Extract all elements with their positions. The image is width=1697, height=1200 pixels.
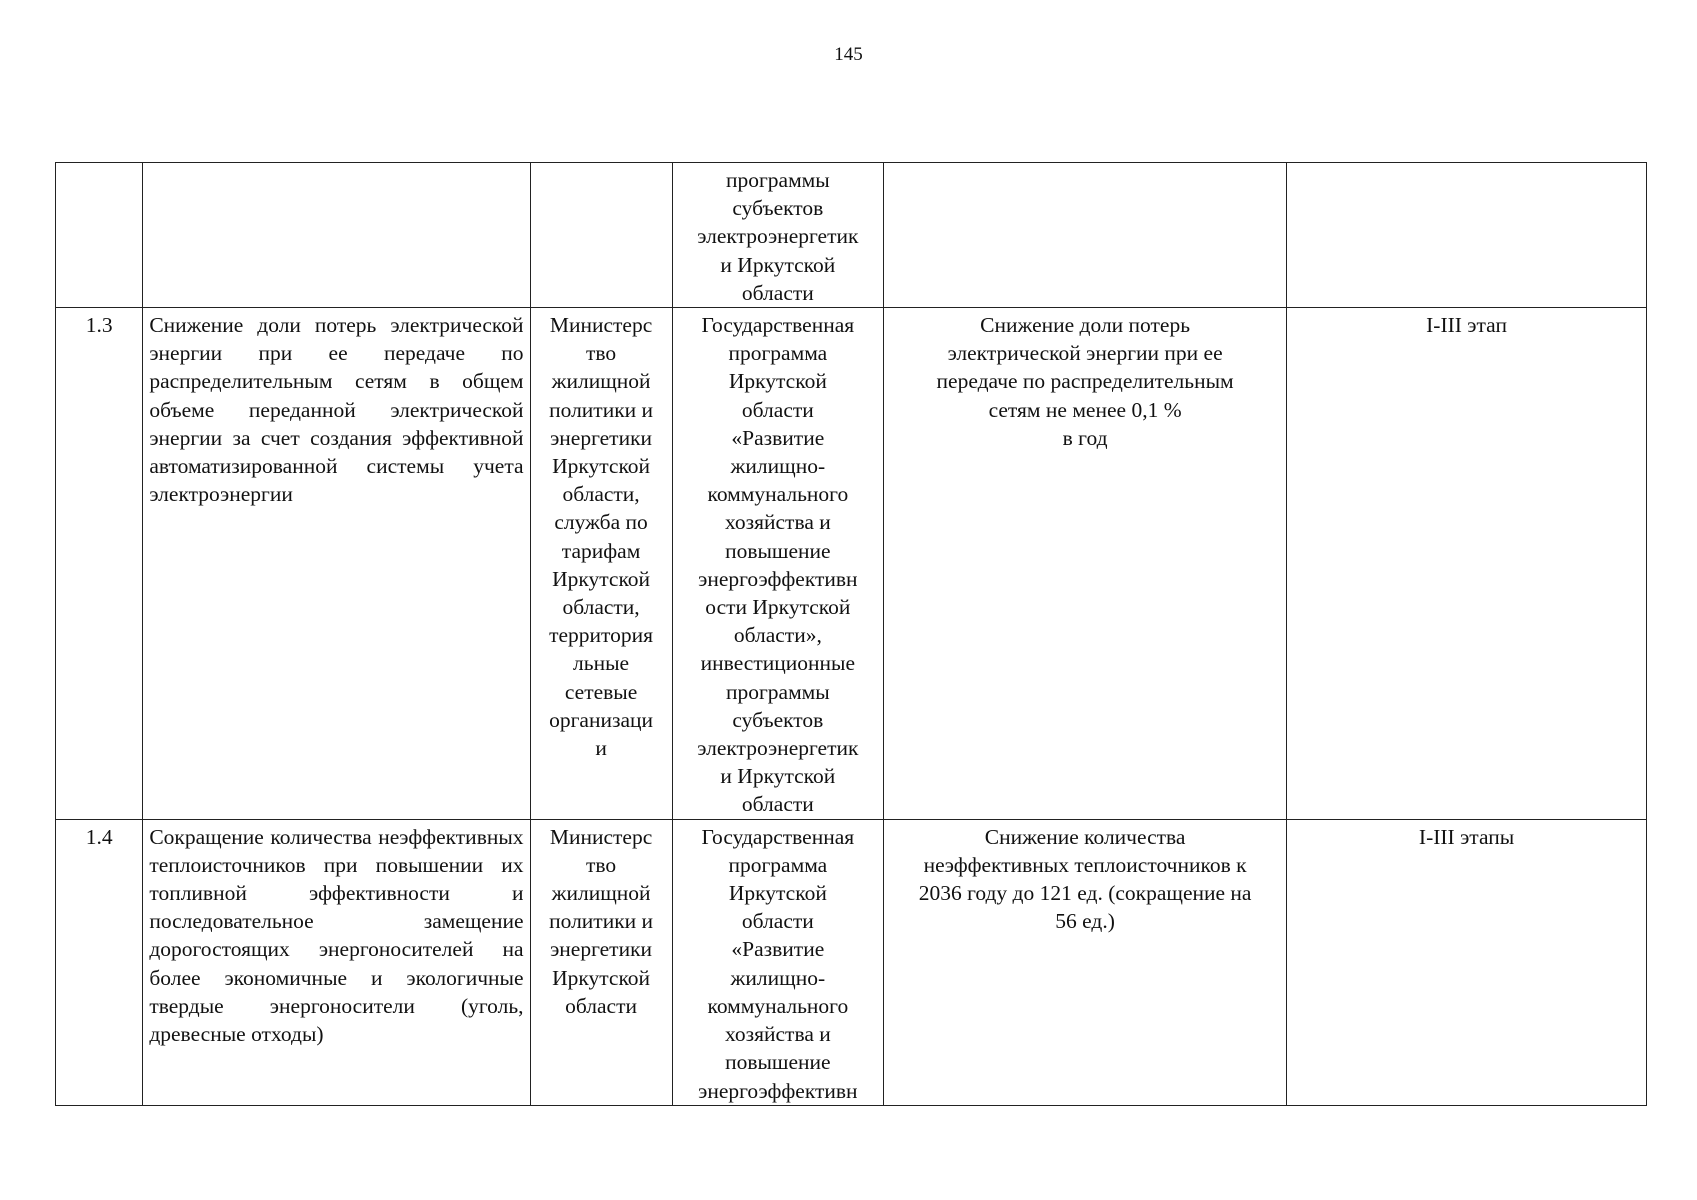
table-row [56,163,1647,308]
cell-measure-name: Сокращение количества неэффективных теплоисточников при повышении их топливной эффективности и последовательное замещение дорогостоящих энергоносителей на более экономичные и экологичные твердые энергоносители (уголь, древесные отходы) [143,819,530,1105]
cell-source: Государственная программа Иркутской области «Развитие жилищно- коммунального хозяйства и повышение энергоэффективн ости Иркутской области», инвестиционные программы субъектов электроэнергетик и Иркутской области [672,308,884,820]
cell-stage: I-III этапы [1287,819,1647,1105]
cell-stage [1287,163,1647,308]
cell-number [56,163,143,308]
cell-stage: I-III этап [1287,308,1647,820]
cell-number: 1.3 [56,308,143,820]
cell-expected-result: Снижение доли потерь электрической энергии при ее передаче по распределительным сетям не менее 0,1 % в год [884,308,1287,820]
cell-executor [530,163,672,308]
cell-expected-result [884,163,1287,308]
cell-source: Государственная программа Иркутской области «Развитие жилищно- коммунального хозяйства и повышение энергоэффективн [672,819,884,1105]
cell-measure-name [143,163,530,308]
cell-source: программы субъектов электроэнергетик и Иркутской области [672,163,884,308]
table-row [56,819,1647,1105]
measures-table [55,162,1647,1106]
cell-number: 1.4 [56,819,143,1105]
cell-executor: Министерс тво жилищной политики и энергетики Иркутской области [530,819,672,1105]
cell-executor: Министерс тво жилищной политики и энергетики Иркутской области, служба по тарифам Иркутской области, территория льные сетевые организаци и [530,308,672,820]
cell-expected-result: Снижение количества неэффективных теплоисточников к 2036 году до 121 ед. (сокращение на 56 ед.) [884,819,1287,1105]
page-number: 145 [834,44,863,65]
cell-measure-name: Снижение доли потерь электрической энергии при ее передаче по распределительным сетям в общем объеме переданной электрической энергии за счет создания эффективной автоматизированной системы учета электроэнергии [143,308,530,820]
table-row [56,308,1647,820]
